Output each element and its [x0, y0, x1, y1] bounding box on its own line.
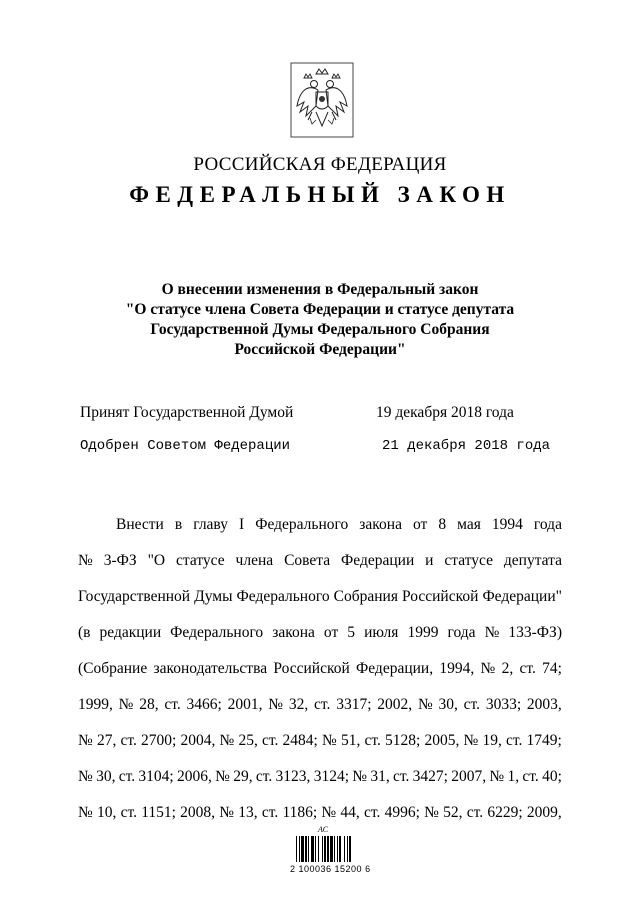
body-word: Думы: [194, 588, 233, 605]
body-word: 3466;: [186, 696, 222, 713]
body-word: №: [78, 552, 93, 569]
body-word: ст.: [522, 768, 539, 785]
body-word: 74;: [542, 660, 562, 677]
body-word: статусе: [444, 552, 493, 569]
body-word: ст.: [519, 660, 536, 677]
barcode-number: 2 100036 15200 6: [290, 864, 371, 874]
body-word: Федерального: [170, 624, 264, 641]
body-word: года: [533, 516, 562, 533]
body-word: мая: [457, 516, 481, 533]
body-word: ст.: [118, 768, 136, 785]
body-word: 40;: [542, 768, 562, 785]
body-word: (Собрание: [78, 660, 148, 677]
body-word: в: [174, 516, 183, 533]
body-word: 2005,: [424, 732, 460, 749]
body-word: №: [78, 768, 93, 785]
body-word: ст.: [393, 768, 410, 785]
law-title-line: "О статусе члена Совета Федерации и статусе депутата: [125, 301, 515, 318]
body-word: 3427;: [412, 768, 448, 785]
body-word: 13,: [238, 804, 258, 821]
body-word: Российской: [402, 588, 479, 605]
body-word: 27,: [96, 732, 117, 749]
body-word: 2007,: [451, 768, 487, 785]
body-word: ст.: [314, 696, 331, 713]
body-word: ст.: [255, 768, 273, 785]
body-text-line: [78, 507, 562, 543]
body-word: ст.: [120, 732, 137, 749]
body-word: "О: [147, 552, 166, 569]
council-approval-date: 21 декабря 2018 года: [382, 438, 551, 454]
body-word: 1994,: [439, 660, 475, 677]
body-word: №: [484, 624, 500, 641]
council-approval-row: [80, 438, 560, 458]
body-word: 5: [347, 624, 356, 641]
body-word: 3123,: [275, 768, 311, 785]
body-word: 30,: [96, 768, 116, 785]
body-word: законодательства: [153, 660, 268, 677]
body-word: №: [463, 732, 479, 749]
body-word: I: [239, 516, 245, 533]
body-word: Российской: [273, 660, 350, 677]
body-word: 1186;: [282, 804, 318, 821]
document-type-heading: ФЕДЕРАЛЬНЫЙ ЗАКОН: [129, 182, 511, 207]
body-word: 19,: [482, 732, 502, 749]
coat-of-arms-icon: [290, 62, 354, 138]
law-body-text: [78, 507, 562, 831]
body-word: Федерации,: [356, 660, 434, 677]
body-word: 28,: [139, 696, 159, 713]
body-word: 1999: [407, 624, 439, 641]
body-word: 3124;: [313, 768, 349, 785]
body-word: 5128;: [385, 732, 421, 749]
body-word: ст.: [262, 732, 279, 749]
law-title-line: Государственной Думы Федерального Собрания: [150, 321, 490, 338]
body-word: закона: [359, 516, 402, 533]
body-word: 133-ФЗ): [508, 624, 562, 641]
body-word: №: [480, 660, 496, 677]
law-title-line: О внесении изменения в Федеральный закон: [161, 281, 479, 298]
body-text-line: [78, 759, 562, 795]
body-word: 1994: [491, 516, 523, 533]
body-word: ст.: [506, 732, 523, 749]
body-word: 1151;: [141, 804, 176, 821]
body-word: №: [215, 768, 230, 785]
body-word: Федерального: [236, 588, 330, 605]
body-word: 6229;: [487, 804, 523, 821]
body-word: ст.: [261, 804, 279, 821]
duma-adoption-label: Принят Государственной Думой: [80, 404, 294, 421]
body-text-line: [78, 651, 562, 687]
law-title-line: Российской Федерации": [234, 341, 406, 358]
body-word: Федерации: [341, 552, 415, 569]
body-word: №: [424, 804, 439, 821]
body-word: Совета: [284, 552, 331, 569]
law-title: [80, 280, 560, 360]
body-text-line: [78, 579, 562, 615]
body-word: 51,: [340, 732, 361, 749]
body-word: 52,: [443, 804, 463, 821]
body-word: №: [78, 732, 93, 749]
body-text-line: [78, 543, 562, 579]
body-word: 2006,: [176, 768, 212, 785]
body-word: №: [219, 732, 235, 749]
body-word: ст.: [463, 696, 481, 713]
body-word: 2009,: [526, 804, 562, 821]
body-word: 44,: [340, 804, 360, 821]
body-word: Федерального: [255, 516, 349, 533]
body-word: от: [323, 624, 339, 641]
body-word: Государственной: [78, 588, 191, 605]
barcode: [294, 824, 384, 884]
body-word: №: [268, 696, 284, 713]
body-word: ст.: [364, 804, 381, 821]
body-word: главу: [193, 516, 228, 533]
body-word: 2001,: [227, 696, 263, 713]
barcode-bars: [296, 836, 351, 862]
body-word: ст.: [120, 804, 137, 821]
body-word: июля: [364, 624, 399, 641]
body-word: №: [489, 768, 505, 785]
body-word: 2700;: [141, 732, 177, 749]
body-word: 25,: [238, 732, 258, 749]
body-word: 2484;: [282, 732, 318, 749]
body-text-line: [78, 723, 562, 759]
body-word: Внести: [116, 516, 164, 533]
body-word: 2003,: [526, 696, 562, 713]
body-word: статусе: [176, 552, 225, 569]
body-word: 10,: [97, 804, 117, 821]
barcode-mark: АС: [318, 825, 329, 834]
body-word: от: [412, 516, 428, 533]
body-word: Собрания: [333, 588, 398, 605]
body-word: №: [219, 804, 235, 821]
body-word: (в: [78, 624, 91, 641]
body-word: закона: [272, 624, 315, 641]
body-word: депутата: [503, 552, 562, 569]
body-word: 2002,: [377, 696, 413, 713]
body-word: 31,: [370, 768, 390, 785]
body-word: редакции: [99, 624, 162, 641]
body-word: 3317;: [336, 696, 372, 713]
body-word: 2004,: [180, 732, 216, 749]
body-word: 4996;: [384, 804, 420, 821]
duma-adoption-row: [80, 404, 560, 424]
duma-adoption-date: 19 декабря 2018 года: [376, 404, 514, 421]
country-heading: РОССИЙСКАЯ ФЕДЕРАЦИЯ: [193, 154, 447, 175]
body-word: №: [322, 732, 337, 749]
body-word: ст.: [466, 804, 484, 821]
council-approval-label: Одобрен Советом Федерации: [80, 438, 291, 454]
body-text-line: [78, 615, 562, 651]
body-word: №: [321, 804, 337, 821]
body-word: 29,: [233, 768, 253, 785]
body-word: года: [447, 624, 476, 641]
body-word: 3-ФЗ: [103, 552, 137, 569]
body-word: 32,: [288, 696, 309, 713]
body-word: Федерации": [482, 588, 562, 605]
body-word: 3033;: [485, 696, 522, 713]
body-word: №: [352, 768, 368, 785]
body-word: 2008,: [180, 804, 216, 821]
body-word: 1,: [507, 768, 520, 785]
body-word: ст.: [364, 732, 381, 749]
body-word: №: [78, 804, 93, 821]
body-word: 8: [438, 516, 447, 533]
body-word: члена: [235, 552, 274, 569]
body-word: 1749;: [526, 732, 562, 749]
body-word: 30,: [438, 696, 458, 713]
body-word: ст.: [164, 696, 181, 713]
body-word: 3104;: [138, 768, 174, 785]
body-word: №: [118, 696, 134, 713]
body-word: и: [425, 552, 434, 569]
body-word: 1999,: [78, 696, 113, 713]
body-word: 2,: [501, 660, 514, 677]
body-word: №: [417, 696, 433, 713]
body-text-line: [78, 687, 562, 723]
